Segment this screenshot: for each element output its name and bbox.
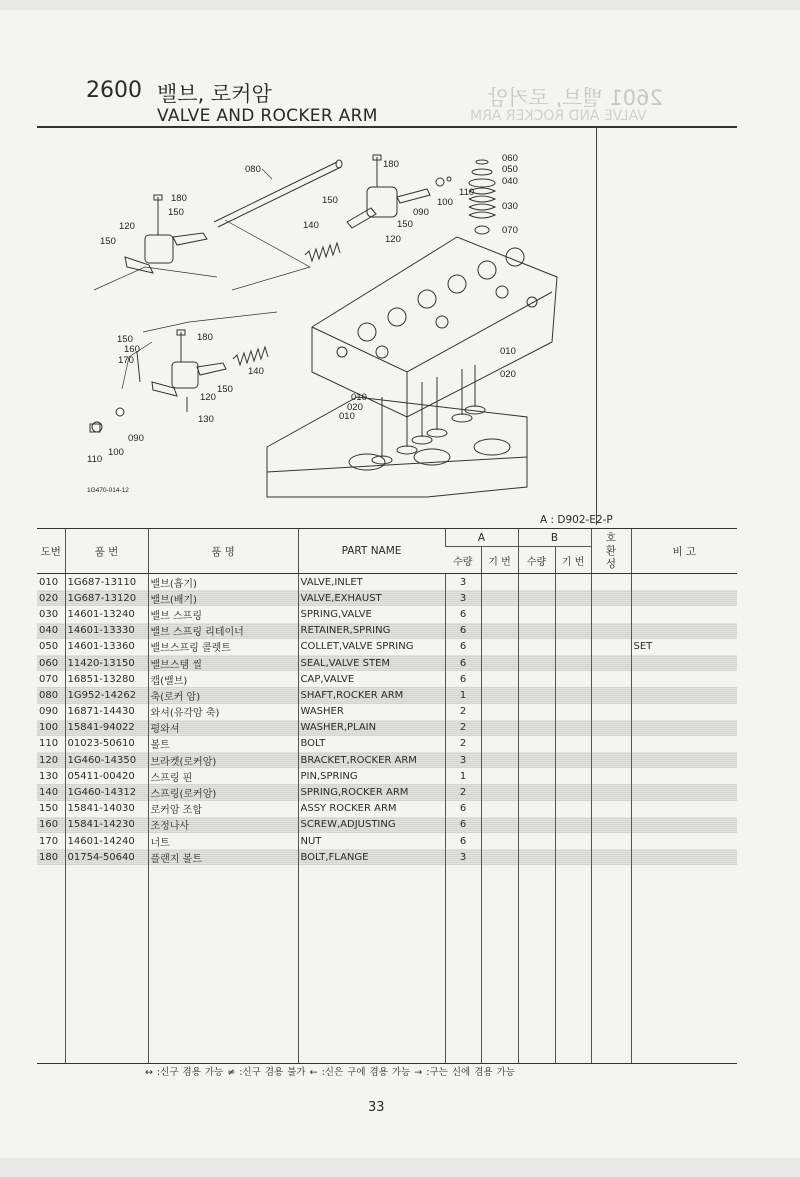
- row-interchange: [591, 574, 631, 591]
- row-interchange: [591, 590, 631, 606]
- row-a-qty: 6: [445, 623, 481, 639]
- svg-text:170: 170: [118, 355, 134, 366]
- svg-text:180: 180: [171, 193, 187, 204]
- row-b-base: [555, 590, 591, 606]
- bleed-through-text: VALVE AND ROCKER ARM: [470, 108, 647, 124]
- row-interchange: [591, 817, 631, 833]
- row-interchange: [591, 784, 631, 800]
- section-number: 2600: [86, 78, 142, 103]
- svg-text:110: 110: [87, 454, 103, 465]
- row-part-number: 1G460-14312: [65, 784, 148, 800]
- row-part-name: SPRING,VALVE: [298, 606, 445, 622]
- row-b-base: [555, 639, 591, 655]
- row-interchange: [591, 752, 631, 768]
- svg-text:010: 010: [351, 392, 367, 403]
- row-drawing-no: 010: [39, 576, 59, 588]
- row-a-base: [481, 768, 518, 784]
- row-remark: [631, 784, 737, 800]
- row-a-base: [481, 817, 518, 833]
- svg-text:010: 010: [500, 346, 516, 357]
- row-a-qty: 6: [445, 639, 481, 655]
- svg-text:150: 150: [217, 384, 233, 395]
- row-drawing-no: 020: [37, 590, 65, 606]
- rocker-assembly-right: [347, 155, 451, 228]
- row-part-number: 14601-13240: [65, 606, 148, 622]
- row-interchange: [591, 623, 631, 639]
- header-name-korean: 품 명: [148, 529, 298, 574]
- row-part-number: 1G687-13120: [65, 590, 148, 606]
- row-interchange: [591, 671, 631, 687]
- rocker-shaft-drawing: [214, 160, 342, 227]
- row-part-name: SCREW,ADJUSTING: [298, 817, 445, 833]
- row-remark: [631, 833, 737, 849]
- table-row: [37, 768, 737, 784]
- model-code: A : D902-E2-P: [540, 514, 613, 526]
- row-drawing-no: 110: [39, 738, 59, 750]
- row-b-base: [555, 752, 591, 768]
- svg-text:050: 050: [502, 164, 518, 175]
- row-name-korean: 평와셔: [148, 720, 298, 736]
- table-row: [37, 639, 737, 655]
- row-name-korean: 축(로커 암): [148, 687, 298, 703]
- row-b-qty: [518, 849, 555, 865]
- row-remark: SET: [631, 639, 737, 655]
- row-b-base: [555, 720, 591, 736]
- row-part-name: BOLT: [298, 736, 445, 752]
- row-part-name: BOLT,FLANGE: [298, 849, 445, 865]
- row-b-qty: [518, 736, 555, 752]
- row-a-qty: 3: [445, 574, 481, 591]
- row-b-base: [555, 704, 591, 720]
- row-part-name: COLLET,VALVE SPRING: [298, 639, 445, 655]
- row-b-qty: [518, 784, 555, 800]
- table-row: [37, 671, 737, 687]
- row-drawing-no: 040: [37, 623, 65, 639]
- svg-text:110: 110: [459, 187, 475, 198]
- header-b-base: 기 번: [555, 547, 591, 574]
- row-part-name: SPRING,ROCKER ARM: [298, 784, 445, 800]
- row-interchange: [591, 687, 631, 703]
- row-part-name: CAP,VALVE: [298, 671, 445, 687]
- row-interchange: [591, 768, 631, 784]
- rocker-spring-upper: [305, 243, 340, 261]
- table-row: [37, 817, 737, 833]
- table-row: [37, 801, 737, 817]
- header-remarks: 비 고: [631, 529, 737, 574]
- row-b-qty: [518, 833, 555, 849]
- row-part-name: WASHER,PLAIN: [298, 720, 445, 736]
- row-drawing-no: 130: [39, 770, 59, 782]
- table-row: [37, 784, 737, 800]
- row-b-qty: [518, 704, 555, 720]
- table-row: [37, 623, 737, 639]
- svg-text:160: 160: [124, 344, 140, 355]
- row-b-base: [555, 817, 591, 833]
- table-row: [37, 752, 737, 768]
- empty-cell: [631, 865, 737, 1063]
- row-name-korean: 스프링 핀: [148, 768, 298, 784]
- table-row: [37, 606, 737, 622]
- row-b-base: [555, 574, 591, 591]
- row-drawing-no: 100: [37, 720, 65, 736]
- row-part-name: VALVE,INLET: [298, 574, 445, 591]
- row-a-qty: 6: [445, 817, 481, 833]
- row-interchange: [591, 606, 631, 622]
- row-drawing-no: 140: [37, 784, 65, 800]
- row-part-number: 1G687-13110: [65, 574, 148, 591]
- row-remark: [631, 606, 737, 622]
- row-name-korean: 밸브(배기): [148, 590, 298, 606]
- empty-cell: [37, 865, 65, 1063]
- svg-text:180: 180: [197, 332, 213, 343]
- row-a-qty: 1: [445, 768, 481, 784]
- row-part-name: SEAL,VALVE STEM: [298, 655, 445, 671]
- header-part-number: 품 번: [65, 529, 148, 574]
- row-a-base: [481, 784, 518, 800]
- svg-text:150: 150: [168, 207, 184, 218]
- row-a-qty: 3: [445, 849, 481, 865]
- svg-text:1G470-014-12: 1G470-014-12: [87, 487, 129, 494]
- svg-text:030: 030: [502, 201, 518, 212]
- cylinder-head-drawing: [312, 237, 557, 417]
- row-drawing-no: 050: [39, 641, 59, 653]
- row-b-base: [555, 736, 591, 752]
- row-b-qty: [518, 801, 555, 817]
- row-part-number: 1G952-14262: [65, 687, 148, 703]
- row-remark: [631, 623, 737, 639]
- row-name-korean: 밸브스템 씰: [148, 655, 298, 671]
- svg-text:120: 120: [119, 221, 135, 232]
- header-group-b: B: [518, 529, 591, 547]
- empty-cell: [445, 865, 481, 1063]
- row-a-base: [481, 833, 518, 849]
- row-b-qty: [518, 752, 555, 768]
- row-drawing-no: 170: [39, 835, 59, 847]
- row-name-korean: 로커암 조합: [148, 801, 298, 817]
- section-title-korean: 밸브, 로커암: [157, 82, 272, 106]
- row-part-name: BRACKET,ROCKER ARM: [298, 752, 445, 768]
- row-a-base: [481, 639, 518, 655]
- row-a-qty: 6: [445, 671, 481, 687]
- table-row: [37, 687, 737, 703]
- header-drawing-no: 도번: [37, 529, 65, 574]
- empty-cell: [481, 865, 518, 1063]
- header-interchangeability: 호 환 성: [591, 529, 631, 574]
- header-part-name: PART NAME: [298, 529, 445, 574]
- row-a-base: [481, 687, 518, 703]
- parts-table: [37, 528, 737, 1064]
- row-remark: [631, 849, 737, 865]
- row-a-qty: 2: [445, 784, 481, 800]
- svg-text:020: 020: [347, 402, 363, 413]
- row-b-qty: [518, 574, 555, 591]
- row-b-base: [555, 623, 591, 639]
- row-name-korean: 브라켓(로커암): [148, 752, 298, 768]
- row-drawing-no: 030: [39, 608, 59, 620]
- svg-text:140: 140: [248, 366, 264, 377]
- row-part-name: NUT: [298, 833, 445, 849]
- svg-text:010: 010: [339, 411, 355, 422]
- page-number: 33: [368, 1100, 385, 1115]
- row-part-number: 11420-13150: [65, 655, 148, 671]
- row-interchange: [591, 849, 631, 865]
- table-row: [37, 574, 737, 591]
- table-row: [37, 655, 737, 671]
- row-part-number: 05411-00420: [65, 768, 148, 784]
- svg-text:060: 060: [502, 153, 518, 164]
- row-part-name: RETAINER,SPRING: [298, 623, 445, 639]
- row-b-base: [555, 671, 591, 687]
- row-remark: [631, 590, 737, 606]
- row-name-korean: 밸브(흡기): [148, 574, 298, 591]
- row-a-base: [481, 801, 518, 817]
- row-a-base: [481, 736, 518, 752]
- row-b-base: [555, 655, 591, 671]
- header-a-base: 기 번: [481, 547, 518, 574]
- row-a-base: [481, 849, 518, 865]
- row-b-qty: [518, 720, 555, 736]
- row-part-number: 15841-94022: [65, 720, 148, 736]
- svg-text:090: 090: [413, 207, 429, 218]
- row-b-qty: [518, 590, 555, 606]
- row-name-korean: 조정나사: [148, 817, 298, 833]
- row-interchange: [591, 704, 631, 720]
- row-a-qty: 2: [445, 720, 481, 736]
- svg-text:070: 070: [502, 225, 518, 236]
- row-a-qty: 6: [445, 833, 481, 849]
- row-name-korean: 캡(밸브): [148, 671, 298, 687]
- row-part-name: WASHER: [298, 704, 445, 720]
- row-b-qty: [518, 671, 555, 687]
- row-name-korean: 밸브 스프링 리테이너: [148, 623, 298, 639]
- row-name-korean: 밸브 스프링: [148, 606, 298, 622]
- row-b-qty: [518, 623, 555, 639]
- row-a-base: [481, 704, 518, 720]
- svg-text:130: 130: [198, 414, 214, 425]
- row-a-base: [481, 623, 518, 639]
- row-part-number: 01754-50640: [65, 849, 148, 865]
- row-a-qty: 2: [445, 704, 481, 720]
- empty-cell: [298, 865, 445, 1063]
- row-part-name: SHAFT,ROCKER ARM: [298, 687, 445, 703]
- row-remark: [631, 687, 737, 703]
- row-remark: [631, 801, 737, 817]
- row-remark: [631, 574, 737, 591]
- row-part-number: 16871-14430: [65, 704, 148, 720]
- section-header: [0, 0, 800, 130]
- empty-cell: [591, 865, 631, 1063]
- row-remark: [631, 655, 737, 671]
- row-part-name: ASSY ROCKER ARM: [298, 801, 445, 817]
- table-row: [37, 720, 737, 736]
- table-row: [37, 590, 737, 606]
- empty-cell: [148, 865, 298, 1063]
- svg-text:100: 100: [108, 447, 124, 458]
- row-drawing-no: 150: [39, 803, 59, 815]
- row-a-base: [481, 590, 518, 606]
- header-b-qty: 수량: [518, 547, 555, 574]
- row-interchange: [591, 639, 631, 655]
- row-part-number: 15841-14030: [65, 801, 148, 817]
- row-a-qty: 1: [445, 687, 481, 703]
- row-b-qty: [518, 687, 555, 703]
- table-row: [37, 833, 737, 849]
- table-row: [37, 704, 737, 720]
- table-empty-area: [37, 865, 737, 1063]
- row-remark: [631, 768, 737, 784]
- row-interchange: [591, 736, 631, 752]
- row-a-base: [481, 671, 518, 687]
- row-remark: [631, 720, 737, 736]
- row-interchange: [591, 655, 631, 671]
- row-part-number: 15841-14230: [65, 817, 148, 833]
- svg-text:090: 090: [128, 433, 144, 444]
- row-b-qty: [518, 639, 555, 655]
- row-name-korean: 와셔(유각암 축): [148, 704, 298, 720]
- table-row: [37, 736, 737, 752]
- svg-text:120: 120: [200, 392, 216, 403]
- row-b-base: [555, 784, 591, 800]
- row-b-base: [555, 801, 591, 817]
- row-part-number: 14601-14240: [65, 833, 148, 849]
- row-interchange: [591, 801, 631, 817]
- row-part-number: 14601-13330: [65, 623, 148, 639]
- row-part-number: 16851-13280: [65, 671, 148, 687]
- svg-text:150: 150: [100, 236, 116, 247]
- row-part-name: PIN,SPRING: [298, 768, 445, 784]
- row-b-qty: [518, 817, 555, 833]
- row-a-qty: 3: [445, 590, 481, 606]
- row-b-qty: [518, 655, 555, 671]
- row-name-korean: 밸브스프링 콜렛트: [148, 639, 298, 655]
- row-a-base: [481, 752, 518, 768]
- empty-cell: [65, 865, 148, 1063]
- row-part-name: VALVE,EXHAUST: [298, 590, 445, 606]
- empty-cell: [555, 865, 591, 1063]
- row-b-base: [555, 687, 591, 703]
- row-a-base: [481, 606, 518, 622]
- bleed-through-text: 2601 밸브, 로커암: [488, 86, 663, 110]
- row-a-qty: 6: [445, 655, 481, 671]
- row-drawing-no: 080: [37, 687, 65, 703]
- scan-bottom-band: [0, 1158, 800, 1177]
- empty-cell: [518, 865, 555, 1063]
- row-a-base: [481, 574, 518, 591]
- row-part-number: 01023-50610: [65, 736, 148, 752]
- svg-text:080: 080: [245, 164, 261, 175]
- row-name-korean: 스프링(로커암): [148, 784, 298, 800]
- table-row: [37, 849, 737, 865]
- section-title-english: VALVE AND ROCKER ARM: [157, 106, 378, 126]
- row-interchange: [591, 833, 631, 849]
- header-a-qty: 수량: [445, 547, 481, 574]
- row-name-korean: 볼트: [148, 736, 298, 752]
- row-interchange: [591, 720, 631, 736]
- row-a-base: [481, 655, 518, 671]
- row-part-number: 14601-13360: [65, 639, 148, 655]
- row-drawing-no: 160: [37, 817, 65, 833]
- row-b-base: [555, 768, 591, 784]
- row-drawing-no: 090: [39, 706, 59, 718]
- row-b-qty: [518, 768, 555, 784]
- row-b-base: [555, 849, 591, 865]
- row-b-qty: [518, 606, 555, 622]
- svg-text:120: 120: [385, 234, 401, 245]
- rocker-assembly-left: [125, 195, 207, 273]
- header-group-a: A: [445, 529, 518, 547]
- row-name-korean: 너트: [148, 833, 298, 849]
- rocker-assembly-lower: [90, 330, 268, 432]
- row-remark: [631, 704, 737, 720]
- row-remark: [631, 736, 737, 752]
- svg-text:180: 180: [383, 159, 399, 170]
- row-b-base: [555, 833, 591, 849]
- svg-text:140: 140: [303, 220, 319, 231]
- row-a-qty: 6: [445, 606, 481, 622]
- row-drawing-no: 120: [37, 752, 65, 768]
- svg-text:100: 100: [437, 197, 453, 208]
- row-a-qty: 6: [445, 801, 481, 817]
- row-remark: [631, 817, 737, 833]
- exploded-parts-diagram: [37, 127, 597, 517]
- row-drawing-no: 070: [39, 673, 59, 685]
- svg-text:150: 150: [397, 219, 413, 230]
- svg-text:020: 020: [500, 369, 516, 380]
- row-remark: [631, 752, 737, 768]
- row-part-number: 1G460-14350: [65, 752, 148, 768]
- row-b-base: [555, 606, 591, 622]
- row-drawing-no: 180: [37, 849, 65, 865]
- svg-text:150: 150: [322, 195, 338, 206]
- row-a-qty: 3: [445, 752, 481, 768]
- svg-text:040: 040: [502, 176, 518, 187]
- row-a-base: [481, 720, 518, 736]
- row-remark: [631, 671, 737, 687]
- row-drawing-no: 060: [37, 655, 65, 671]
- interchange-legend: ↔ :신구 겸용 가능 ≠ :신구 겸용 불가 ← :신은 구에 겸용 가능 → :구는 신에 겸용 가능: [145, 1067, 515, 1078]
- svg-text:150: 150: [117, 334, 133, 345]
- parts-table-body: [37, 574, 737, 1064]
- row-name-korean: 플랜지 볼트: [148, 849, 298, 865]
- row-a-qty: 2: [445, 736, 481, 752]
